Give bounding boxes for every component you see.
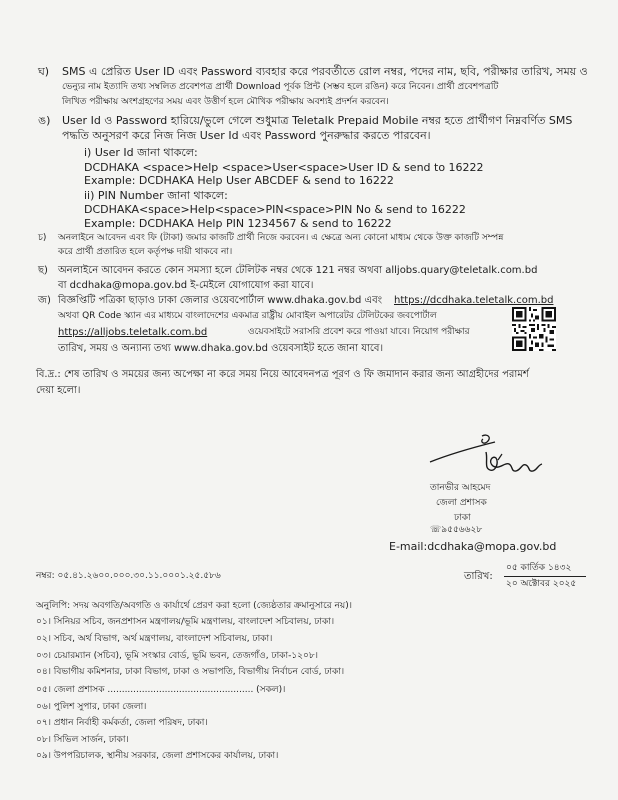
signatory-name: তানভীর আহমেদ bbox=[430, 483, 491, 493]
item-ja-line4: তারিখ, সময় ও অন্যান্য তথ্য www.dhaka.gov.bd ওয়েবসাইট হতে জানা যাবে। bbox=[58, 343, 384, 354]
copies-heading: অনুলিপি: সদয় অবগতি/অবগতি ও কার্যার্থে প্রেরণ করা হলো (জ্যেষ্ঠতার ক্রমানুসারে নয়)। bbox=[36, 601, 352, 611]
item-ja-line1: বিজ্ঞপ্তিটি পত্রিকা ছাড়াও ঢাকা জেলার ওয়েবপোর্টাল www.dhaka.gov.bd এবং bbox=[58, 295, 383, 306]
item-uma-line2: পদ্ধতি অনুসরণ করে নিজ নিজ User Id এবং Password পুনরুদ্ধার করতে পারবেন। bbox=[62, 129, 431, 142]
copy-item: ০৩। চেয়ারম্যান (সচিব), ভূমি সংস্কার বোর্ড, ভূমি ভবন, তেজগাঁও, ঢাকা-১২০৮। bbox=[36, 651, 318, 661]
date-label: তারিখ: bbox=[464, 571, 493, 582]
phone-icon: ☏ bbox=[430, 525, 442, 535]
item-uma-marker: ঙ) bbox=[38, 114, 51, 127]
signatory-email: E-mail:dcdhaka@mopa.gov.bd bbox=[389, 540, 557, 553]
copy-item: ০৮। সিভিল সার্জন, ঢাকা। bbox=[36, 735, 129, 745]
signatory-phone bbox=[430, 526, 482, 535]
pin-sms-format: DCDHAKA<space>Help<space>PIN<space>PIN No & send to 16222 bbox=[84, 203, 466, 216]
copy-item: ০১। সিনিয়র সচিব, জনপ্রশাসন মন্ত্রণালয়/ভূমি মন্ত্রণালয়, বাংলাদেশ সচিবালয়, ঢাকা। bbox=[36, 617, 335, 627]
note-line2: দেয়া হলো। bbox=[36, 385, 81, 396]
pin-heading: ii) PIN Number জানা থাকলে: bbox=[84, 189, 228, 202]
copy-item: ০৪। বিভাগীয় কমিশনার, ঢাকা বিভাগ, ঢাকা ও সভাপতি, বিভাগীয় নির্বাচন বোর্ড, ঢাকা। bbox=[36, 667, 345, 677]
item-gha-line2: ভেন্যুর নাম ইত্যাদি তথ্য সম্বলিত প্রবেশপত্র প্রার্থী Download পূর্বক প্রিন্ট (সম্ভব হলে রঙিন) করে নিবেন। প্রার্থী প্রবেশপত্রটি bbox=[62, 82, 499, 92]
item-cha-marker: চ) bbox=[38, 233, 47, 243]
copy-item: ০৭। প্রধান নির্বাহী কর্মকর্তা, জেলা পরিষদ, ঢাকা। bbox=[36, 718, 208, 728]
date-english: ২০ অক্টোবর ২০২৫ bbox=[506, 579, 577, 589]
date-divider bbox=[504, 576, 586, 577]
item-ja-line3: ওয়েবসাইটে সরাসরি প্রবেশ করে পাওয়া যাবে। নিয়োগ পরীক্ষার bbox=[248, 327, 470, 337]
copy-item: ০২। সচিব, অর্থ বিভাগ, অর্থ মন্ত্রণালয়, বাংলাদেশ সচিবালয়, ঢাকা। bbox=[36, 634, 273, 644]
user-id-heading: i) User Id জানা থাকলে: bbox=[84, 146, 198, 159]
alljobs-teletalk-link[interactable]: https://alljobs.teletalk.com.bd bbox=[58, 327, 208, 338]
pin-sms-example: Example: DCDHAKA Help PIN 1234567 & send to 16222 bbox=[84, 217, 392, 230]
qr-code-icon bbox=[512, 307, 556, 351]
item-cha-line1: অনলাইনে আবেদন এবং ফি (টাকা) জমার কাজটি প্রার্থী নিজে করবেন। এ ক্ষেত্রে অন্য কোনো মাধ্যম থেকে উক্ত কাজটি সম্পন্ন bbox=[58, 233, 504, 243]
dcdhaka-teletalk-link[interactable]: https://dcdhaka.teletalk.com.bd bbox=[394, 295, 554, 306]
item-gha-line1: SMS এ প্রেরিত User ID এবং Password ব্যবহার করে পরবর্তীতে রোল নম্বর, পদের নাম, ছবি, পরীক্ষার তারিখ, সময় ও bbox=[62, 65, 588, 78]
item-chha-line1: অনলাইনে আবেদন করতে কোন সমস্যা হলে টেলিটক নম্বর থেকে 121 নম্বর অথবা alljobs.quary@teletalk.com.bd bbox=[58, 265, 538, 276]
item-ja-line2: অথবা QR Code স্ক্যান এর মাধ্যমে বাংলাদেশের একমাত্র রাষ্ট্রীয় মোবাইল অপারেটর টেলিটকের জবপোর্টাল bbox=[58, 311, 437, 321]
item-chha-marker: ছ) bbox=[38, 265, 48, 276]
note-line1: বি.দ্র.: শেষ তারিখ ও সময়ের জন্য অপেক্ষা না করে সময় নিয়ে আবেদনপত্র পূরণ ও ফি জমাদান করার জন্য আগ্রহীদের পরামর্শ bbox=[36, 369, 529, 380]
item-ja-marker: জ) bbox=[38, 295, 51, 306]
item-gha-marker: ঘ) bbox=[38, 65, 50, 78]
signatory-designation: জেলা প্রশাসক bbox=[436, 498, 487, 508]
copy-item: ০৬। পুলিশ সুপার, ঢাকা জেলা। bbox=[36, 702, 147, 712]
user-id-sms-example: Example: DCDHAKA Help User ABCDEF & send to 16222 bbox=[84, 174, 394, 187]
phone-number: ৯৫৫৬৬২৮ bbox=[441, 525, 483, 535]
item-gha-line3: লিখিত পরীক্ষায় অংশগ্রহণের সময় এবং উত্তীর্ণ হলে মৌখিক পরীক্ষায় অবশ্যই প্রদর্শন করবেন। bbox=[62, 97, 389, 107]
date-bangla: ০৫ কার্তিক ১৪৩২ bbox=[506, 563, 572, 573]
item-chha-line2: বা dcdhaka@mopa.gov.bd ই-মেইলে যোগাযোগ করা যাবে। bbox=[58, 280, 314, 291]
signatory-district: ঢাকা bbox=[454, 513, 471, 523]
copy-item: ০৫। জেলা প্রশাসক ................................................... (সকল)। bbox=[36, 685, 286, 695]
user-id-sms-format: DCDHAKA <space>Help <space>User<space>User ID & send to 16222 bbox=[84, 161, 484, 174]
signature-image bbox=[420, 432, 560, 480]
item-uma-line1: User Id ও Password হারিয়ে/ভুলে গেলে শুধুমাত্র Teletalk Prepaid Mobile নম্বর হতে প্রার্থীগণ নিম্নবর্ণিত SMS bbox=[62, 114, 573, 127]
memo-number: নম্বর: ০৫.৪১.২৬০০.০০০.৩০.১১.০০০১.২৫.৫৮৬ bbox=[36, 571, 221, 581]
item-cha-line2: করে প্রার্থী প্রতারিত হলে কর্তৃপক্ষ দায়ী থাকবে না। bbox=[58, 247, 233, 257]
copy-item: ০৯। উপপরিচালক, স্থানীয় সরকার, জেলা প্রশাসকের কার্যালয়, ঢাকা। bbox=[36, 751, 279, 761]
